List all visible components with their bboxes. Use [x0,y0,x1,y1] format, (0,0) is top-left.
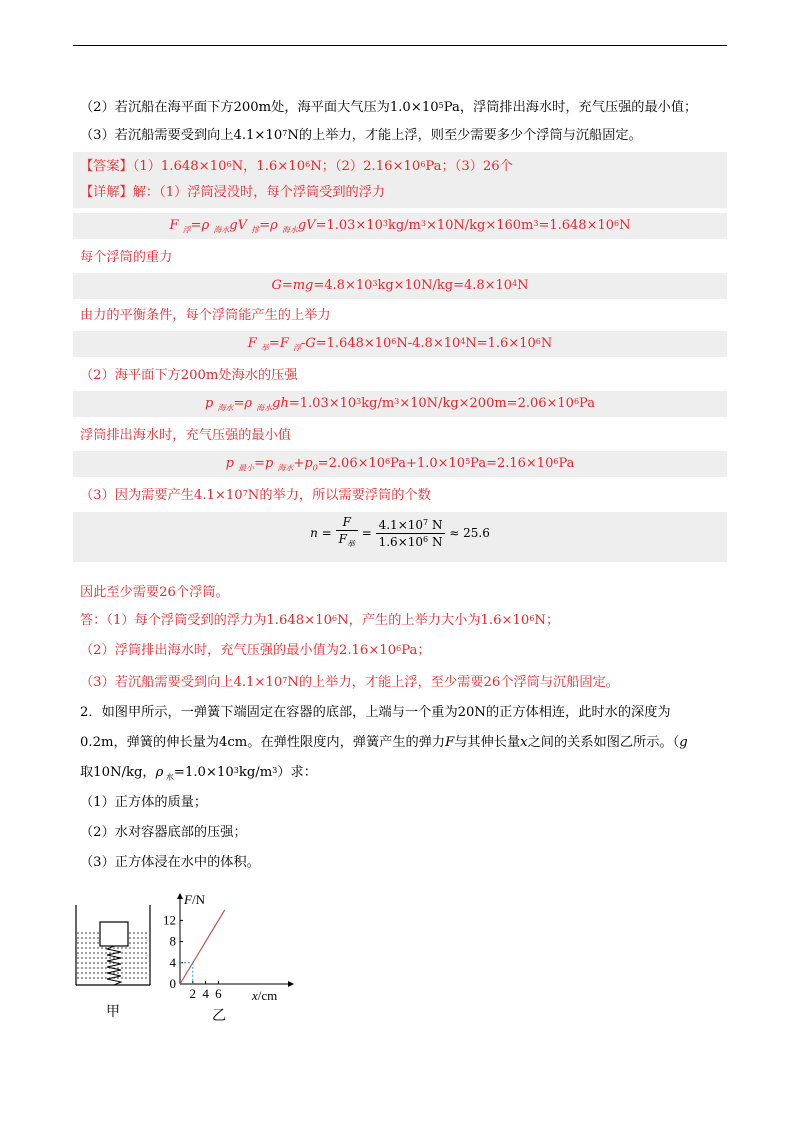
final-1: 答：（1）每个浮筒受到的浮力为$1.648\times 10^6N$，产生的上举力大小为$1.6\times 10^6N$； [80,613,560,628]
answer-label: 【答案】 [80,159,133,174]
q1-part3: （3）若沉船需要受到向上$4.1\times 10^7N$的上举力，才能上浮，则至少需要多少个浮筒与沉船固定。 [80,128,642,143]
text-min: 浮筒排出海水时，充气压强的最小值 [80,428,291,443]
x-tick-label: 6 [215,986,222,1001]
q2-line1: 2．如图甲所示，一弹簧下端固定在容器的底部，上端与一个重为20N的正方体相连，此时水的深度为 [80,705,671,720]
answer-line: 【答案】$(1)1.648\times 10^6N$，$1.6\times 10^6N$；$(2)2.16\times 10^6Pa$；（3）26个 [80,159,513,174]
text-balance: 由力的平衡条件，每个浮筒能产生的上举力 [80,308,331,323]
q2-line3: 取10N/kg，ρ $_水=1.0\times 10^3kg/m^3$）求： [80,765,317,782]
y-tick-label: 8 [169,933,176,949]
eq-gravity: $G=mg=4.8\times 10^3kg\times 10N/kg=4.8\times 10^4N$ [271,278,529,293]
cube-block [100,922,128,946]
detail-label: 【详解】 [80,185,133,200]
q2-sub2: （2）水对容器底部的压强； [80,825,247,840]
q2-sub1: （1）正方体的质量； [80,795,208,810]
header-rule [73,45,727,46]
y-tick-label: 12 [163,912,176,928]
x-axis-arrow [288,981,294,987]
text-count: （3）因为需要产生$4.1\times 10^7N$的举力，所以需要浮筒的个数 [80,488,431,503]
label-yi: 乙 [212,1008,226,1024]
y-tick-label: 4 [169,954,176,970]
y-tick-label: 0 [169,976,176,991]
text-gravity: 每个浮筒的重力 [80,250,173,265]
eq-n-num: $4.1\times 10^7$ N [376,517,446,534]
spring-coil [107,946,121,985]
label-jia: 甲 [106,1004,120,1020]
eq-count: n = $\frac{F}{F_举}$ = $\frac{4.1\times 10^7 N}{1.6\times 10^6 N}$ ≈ 25.6 [73,514,727,552]
detail-line [80,183,385,203]
series-line [180,910,225,984]
eq-n-result: ≈ 25.6 [449,526,490,541]
y-axis-label: F/N [184,892,205,907]
eq-n-lhs: n = [310,526,332,541]
eq-n-F: F [336,514,358,531]
eq-frac-numeric [376,517,446,550]
graph-series [180,910,225,984]
eq-n-Fj: $F_举$ [338,532,355,549]
final-2: （2）浮筒排出海水时，充气压强的最小值为$2.16\times 10^6Pa$； [80,643,431,658]
eq-lift: F $_举$=F $_浮-G=1.648\times 10^6N-4.8\times 10^4N=1.6\times 10^6N$ [247,336,553,353]
q1-part2: （2）若沉船在海平面下方200m处，海平面大气压为$1.0\times 10^5Pa$，浮筒排出海水时，充气压强的最小值； [80,100,698,115]
eq-n-den: $1.6\times 10^6$ N [378,534,443,549]
q2-sub3: （3）正方体浸在水中的体积。 [80,855,260,870]
eq-pressure: p $_{海水}$=ρ $_{海水}gh=1.03\times 10^3kg/m^3\times 10N/kg\times 200m=2.06\times 10^6Pa$ [205,396,595,413]
x-tick-label: 2 [189,986,197,1001]
x-tick-label: 4 [202,986,209,1001]
text-pressure: （2）海平面下方200m处海水的压强 [80,368,298,383]
detail-intro: 解：（1）浮筒浸没时，每个浮筒受到的浮力 [132,185,386,200]
eq-buoyancy: F $_浮$=ρ $_{海水}$gV $_排$=ρ $_{海水}gV=1.03\times 10^3kg/m^3\times 10N/kg\times 160m^3=1.648\times 10^6N$ [169,218,631,235]
graph-ticks [163,912,222,1001]
q2-line2: 0.2m，弹簧的伸长量为4cm。在弹性限度内，弹簧产生的弹力F与其伸长量x之间的关系如图乙所示。（g [80,735,688,750]
y-axis-arrow [177,893,183,899]
fx-graph [160,890,300,1005]
container-figure [70,900,160,990]
final-3: （3）若沉船需要受到向上$4.1\times 10^7N$的上举力，才能上浮，至少需要26个浮筒与沉船固定。 [80,675,619,690]
text-therefore: 因此至少需要26个浮筒。 [80,585,229,600]
x-axis-label: x/cm [252,988,278,1003]
eq-frac-symbolic [336,514,358,552]
eq-min: p $_{最小}$=p $_{海水}+p_0=2.06\times 10^6Pa+1.0\times 10^5Pa=2.16\times 10^6Pa$ [225,456,575,473]
